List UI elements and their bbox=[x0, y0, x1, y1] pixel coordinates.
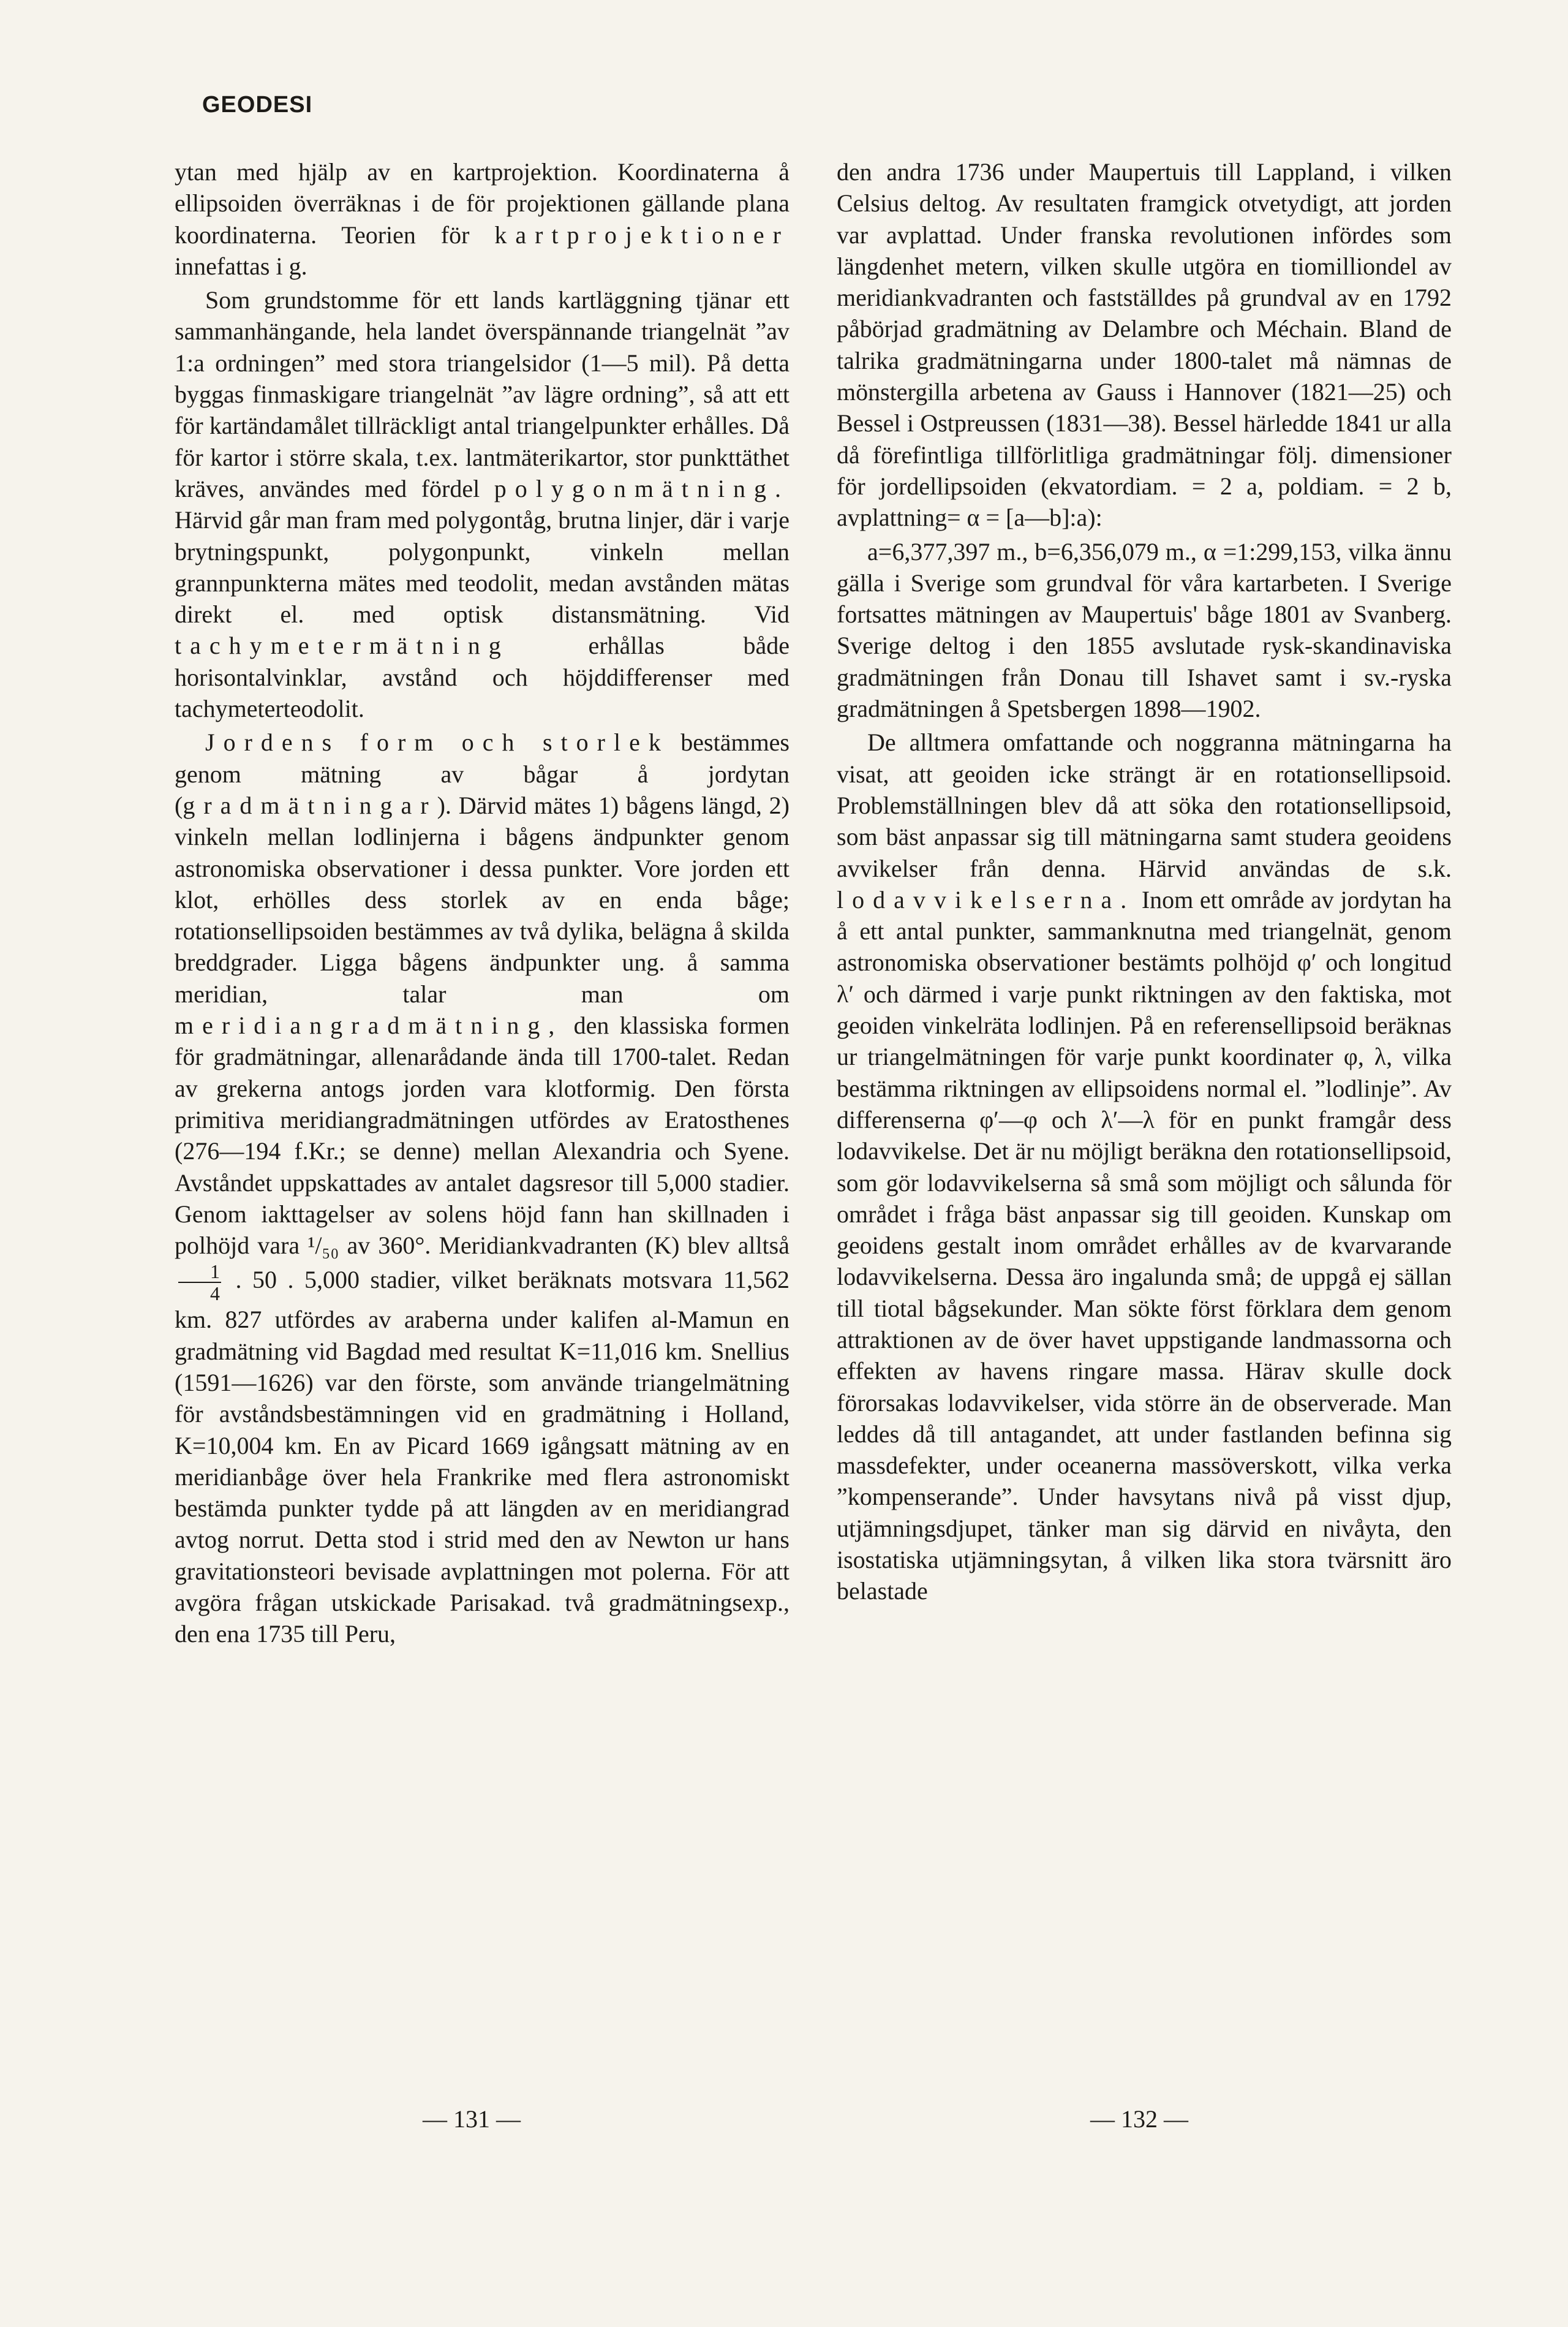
fraction bbox=[178, 1261, 221, 1304]
page-number-left: — 131 — bbox=[423, 2105, 521, 2133]
right-column bbox=[837, 156, 1452, 1607]
paragraph bbox=[175, 727, 790, 1649]
paragraph bbox=[175, 284, 790, 724]
body-text: den klassiska formen för gradmätningar, allenarådande ända till 1700-talet. Redan av grekerna antogs jorden vara klotformig. Den första primitiva meridiangradmätningen utfördes av Eratosthenes (276—194 f.Kr.; se denne) mellan Alexandria och Syene. Avståndet uppskattades av antalet dagsresor till 5,000 stadier. Genom iakttagelser av solens höjd fann han skillnaden i polhöjd vara ¹/₅₀ av 360°. Meridiankvadranten (K) blev alltså bbox=[175, 1012, 790, 1260]
spaced-term: meridiangradmätning, bbox=[175, 1012, 564, 1040]
body-text: . 50 . 5,000 stadier, vilket beräknats motsvara 11,562 km. 827 utfördes av araberna under kalifen al-Mamun en gradmätning vid Bagdad med resultat K=11,016 km. Snellius (1591—1626) var den förste, som använde triangelmätning för avståndsbestämningen vid en gradmätning i Holland, K=10,004 km. En av Picard 1669 igångsatt mätning av en meridianbåge över hela Frankrike med flera astronomiskt bestämda punkter tydde på att längden av en meridiangrad avtog norrut. Detta stod i strid med den av Newton ur hans gravitationsteori bevisade avplattningen mot polerna. För att avgöra frågan utskickade Parisakad. två gradmätningsexp., den ena 1735 till Peru, bbox=[175, 1266, 790, 1648]
running-header: GEODESI bbox=[202, 92, 313, 118]
body-text: Som grundstomme för ett lands kartläggning tjänar ett sammanhängande, hela landet överspännande triangelnät ”av 1:a ordningen” med stora triangelsidor (1—5 mil). På detta byggas finmaskigare triangelnät ”av lägre ordning”, så att ett för kartändamålet tillräckligt antal triangelpunkter erhålles. Då för kartor i större skala, t.ex. lantmäterikartor, stor punkttäthet kräves, användes med fördel bbox=[175, 286, 790, 502]
paragraph bbox=[837, 727, 1452, 1606]
body-text: Härvid går man fram med polygontåg, brutna linjer, där i varje brytningspunkt, polygonpunkt, vinkeln mellan grannpunkterna mätes med teodolit, medan avstånden mätas direkt el. med optisk distansmätning. Vid bbox=[175, 506, 790, 629]
spaced-term: gradmätningar bbox=[183, 791, 437, 819]
spaced-term: tachymetermätning bbox=[175, 632, 510, 660]
body-text: innefattas i g. bbox=[175, 252, 307, 280]
spaced-term: kartprojektioner bbox=[494, 221, 790, 249]
paragraph bbox=[175, 156, 790, 282]
paragraph: a=6,377,397 m., b=6,356,079 m., α =1:299,153, vilka ännu gälla i Sverige som grundval för våra kartarbeten. I Sverige fortsattes mätningen av Maupertuis' båge 1801 av Svanberg. Sverige deltog i den 1855 avslutade rysk-skandinaviska gradmätningen från Donau till Ishavet samt i sv.-ryska gradmätningen å Spetsbergen 1898—1902. bbox=[837, 537, 1452, 723]
body-text: ). Därvid mätes 1) bågens längd, 2) vinkeln mellan lodlinjerna i bågens ändpunkter genom astronomiska observationer i dessa punkter. Vore jorden ett klot, erhölles dess storlek av en enda båge; rotationsellipsoiden bestämmes av två dylika, belägna å skilda breddgrader. Ligga bågens ändpunkter ung. å samma meridian, talar man om bbox=[175, 791, 790, 1008]
spaced-term: polygonmätning. bbox=[494, 474, 790, 502]
body-text: Inom ett område av jordytan ha å ett antal punkter, sammanknutna med triangelnät, genom astronomiska observationer bestämts polhöjd φ′ och longitud λ′ och därmed i varje punkt riktningen av den faktiska, mot geoiden vinkelräta lodlinjen. På en referensellipsoid beräknas ur triangelmätningen för varje punkt koordinater φ, λ, vilka bestämma riktningen av ellipsoidens normal el. ”lodlinje”. Av differenserna φ′—φ och λ′—λ för en punkt framgår dess lodavvikelse. Det är nu möjligt beräkna den rotationsellipsoid, som gör lodavvikelserna så små som möjligt och sålunda för området i fråga bäst anpassar sig till geoiden. Kunskap om geoidens gestalt inom området erhålles av de kvarvarande lodavvikelserna. Dessa äro ingalunda små; de uppgå ej sällan till tiotal bågsekunder. Man sökte först förklara dem genom attraktionen av de över havet uppstigande landmassorna och effekten av havens ringare massa. Härav skulle dock förorsakas lodavvikelser, vida större än de observerade. Man leddes då till antagandet, att under fastlanden befinna sig massdefekter, under oceanerna massöverskott, vilka verka ”kompenserande”. Under havsytans nivå på visst djup, utjämningsdjupet, tänker man sig därvid en nivåyta, den isostatiska utjämningsytan, å vilken lika stora tvärsnitt äro belastade bbox=[837, 885, 1452, 1605]
spaced-term: Jordens form och storlek bbox=[205, 728, 669, 757]
spaced-term: lodavvikelserna. bbox=[837, 885, 1136, 914]
fraction-denominator: 4 bbox=[210, 1282, 220, 1305]
body-text: erhållas både horisontalvinklar, avstånd och höjddifferenser med tachymeterteodolit. bbox=[175, 632, 790, 723]
body-text: ytan med hjälp av en kartprojektion. Koordinaterna å ellipsoiden överräknas i de för projektionen gällande plana koordinaterna. Teorien för bbox=[175, 158, 790, 249]
left-column bbox=[175, 156, 790, 1650]
paragraph: den andra 1736 under Maupertuis till Lappland, i vilken Celsius deltog. Av resultaten framgick otvetydigt, att jorden var avplattad. Under franska revolutionen infördes som längdenhet metern, vilken skulle utgöra en tiomilliondel av meridiankvadranten och fastställdes på grundval av en 1792 påbörjad gradmätning av Delambre och Méchain. Bland de talrika gradmätningarna under 1800-talet må nämnas de mönstergilla arbetena av Gauss i Hannover (1821—25) och Bessel i Ostpreussen (1831—38). Bessel härledde 1841 ur alla då förefintliga tillförlitliga gradmätningar följ. dimensioner för jordellipsoiden (ekvatordiam. = 2 a, poldiam. = 2 b, avplattning= α = [a—b]:a): bbox=[837, 158, 1452, 532]
body-text: De alltmera omfattande och noggranna mätningarna ha visat, att geoiden icke strängt är en rotationsellipsoid. Problemställningen blev då att söka den rotationsellipsoid, som bäst anpassar sig till mätningarna samt studera geoidens avvikelser från denna. Härvid användas de s.k. bbox=[837, 728, 1452, 882]
page-number-right: — 132 — bbox=[1090, 2105, 1188, 2133]
fraction-numerator: 1 bbox=[178, 1261, 221, 1283]
body-text: bestämmes genom mätning av bågar å jordytan ( bbox=[175, 728, 790, 819]
